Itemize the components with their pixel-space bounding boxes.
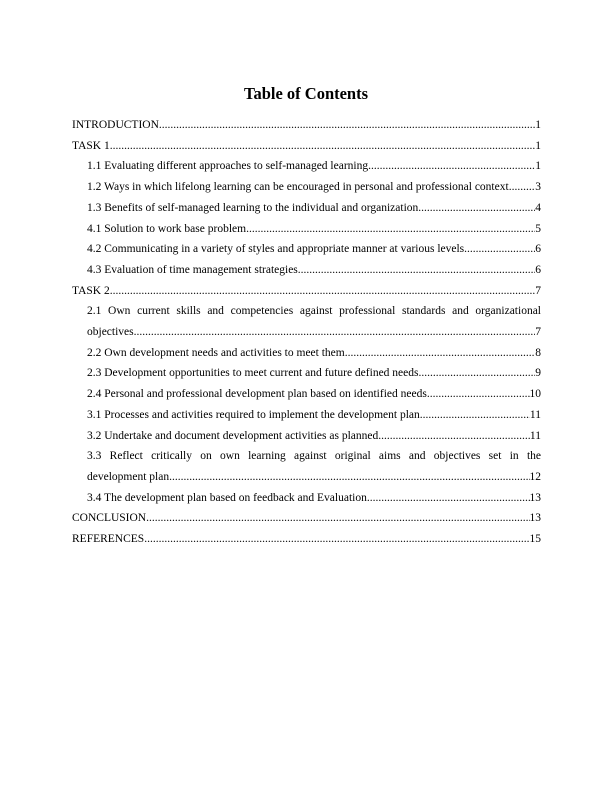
toc-entry-text: 4.3 Evaluation of time management strategies — [87, 263, 298, 276]
toc-entry-text: 2.3 Development opportunities to meet current and future defined needs — [87, 367, 419, 380]
toc-dot-leader — [144, 529, 529, 550]
toc-entry-text: 4.2 Communicating in a variety of styles and appropriate manner at various levels — [87, 243, 465, 256]
toc-entry-references[interactable] — [72, 529, 541, 550]
toc-page-number: 13 — [529, 512, 541, 525]
toc-page-number: 1 — [535, 119, 541, 131]
toc-entry-last-line — [87, 322, 541, 343]
toc-entry-text: 1.1 Evaluating different approaches to self-managed learning — [87, 160, 369, 173]
toc-entry-conclusion[interactable] — [72, 508, 541, 529]
toc-entry-task-2[interactable] — [72, 281, 541, 302]
toc-page-number: 11 — [529, 429, 541, 442]
toc-entry-3-1[interactable] — [72, 405, 541, 426]
toc-page-number: 10 — [529, 388, 541, 401]
toc-entry-1-3[interactable] — [72, 198, 541, 219]
toc-page-number: 4 — [535, 201, 541, 214]
toc-page-number: 6 — [535, 263, 541, 276]
toc-entry-text: 2.4 Personal and professional development plan based on identified needs — [87, 388, 427, 401]
toc-entry-1-1[interactable] — [72, 156, 541, 177]
toc-entry-text: TASK 1 — [72, 139, 110, 152]
toc-entry-last-line — [87, 467, 541, 488]
toc-dot-leader — [420, 405, 530, 426]
toc-title: Table of Contents — [243, 84, 369, 103]
toc-entry-text: 3.2 Undertake and document development activities as planned — [87, 429, 379, 442]
toc-dot-leader — [378, 426, 530, 447]
toc-dot-leader — [246, 219, 535, 240]
toc-page-number: 7 — [535, 326, 541, 339]
toc-entry-text: 1.3 Benefits of self-managed learning to the individual and organization — [87, 201, 419, 214]
toc-dot-leader — [110, 281, 536, 302]
toc-dot-leader — [110, 136, 536, 157]
toc-entry-text-line2: development plan — [87, 470, 170, 483]
toc-entry-2-1[interactable] — [72, 301, 541, 342]
toc-dot-leader — [159, 115, 535, 136]
toc-entry-text: REFERENCES — [72, 533, 145, 546]
toc-entry-text-line2: objectives — [87, 326, 134, 339]
toc-entry-4-2[interactable] — [72, 239, 541, 260]
toc-entry-4-3[interactable] — [72, 260, 541, 281]
toc-page-number: 12 — [529, 470, 541, 483]
toc-page-number: 1 — [535, 139, 541, 152]
toc-page-number: 3 — [535, 181, 541, 194]
toc-entry-text: 2.2 Own development needs and activities to meet them — [87, 346, 345, 359]
toc-entry-text: 4.1 Solution to work base problem — [87, 222, 247, 235]
toc-entry-introduction[interactable] — [72, 115, 541, 136]
toc-entry-text: 3.4 The development plan based on feedback and Evaluation — [87, 491, 367, 504]
toc-dot-leader — [298, 260, 535, 281]
toc-dot-leader — [169, 467, 529, 488]
toc-page-number: 8 — [535, 346, 541, 359]
toc-entry-text: 3.1 Processes and activities required to implement the development plan — [87, 408, 420, 421]
toc-dot-leader — [368, 156, 535, 177]
toc-page-number: 15 — [529, 533, 541, 546]
toc-entry-1-2[interactable] — [72, 177, 541, 198]
toc-entry-3-3[interactable] — [72, 446, 541, 487]
toc-dot-leader — [418, 363, 535, 384]
toc-entry-task-1[interactable] — [72, 136, 541, 157]
toc-page-number: 1 — [535, 160, 541, 173]
toc-entry-text: INTRODUCTION — [72, 119, 159, 131]
toc-page-number: 6 — [535, 243, 541, 256]
toc-dot-leader — [509, 177, 536, 198]
toc-entry-text: TASK 2 — [72, 284, 110, 297]
toc-page-number: 9 — [535, 367, 541, 380]
toc-entry-2-2[interactable] — [72, 343, 541, 364]
toc-page-number: 13 — [529, 491, 541, 504]
toc-entry-text: CONCLUSION — [72, 512, 147, 525]
toc-entry-2-3[interactable] — [72, 363, 541, 384]
toc-entry-text-line1: 2.1 Own current skills and competencies against professional standards and organizational — [87, 305, 541, 318]
toc-dot-leader — [146, 508, 529, 529]
toc-dot-leader — [427, 384, 530, 405]
toc-entry-text-line1: 3.3 Reflect critically on own learning against original aims and objectives set in the — [87, 450, 541, 463]
toc-dot-leader — [418, 198, 535, 219]
toc-entry-2-4[interactable] — [72, 384, 541, 405]
toc-dot-leader — [367, 488, 530, 509]
toc-entry-text: 1.2 Ways in which lifelong learning can be encouraged in personal and professional context — [87, 181, 509, 194]
toc-entry-3-2[interactable] — [72, 426, 541, 447]
toc-entry-4-1[interactable] — [72, 219, 541, 240]
toc-dot-leader — [464, 239, 535, 260]
toc-dot-leader — [134, 322, 536, 343]
toc-page-number: 7 — [535, 284, 541, 297]
toc-page-number: 11 — [529, 408, 541, 421]
toc-dot-leader — [345, 343, 536, 364]
toc-list — [72, 115, 541, 550]
toc-page-number: 5 — [535, 222, 541, 235]
toc-entry-3-4[interactable] — [72, 488, 541, 509]
